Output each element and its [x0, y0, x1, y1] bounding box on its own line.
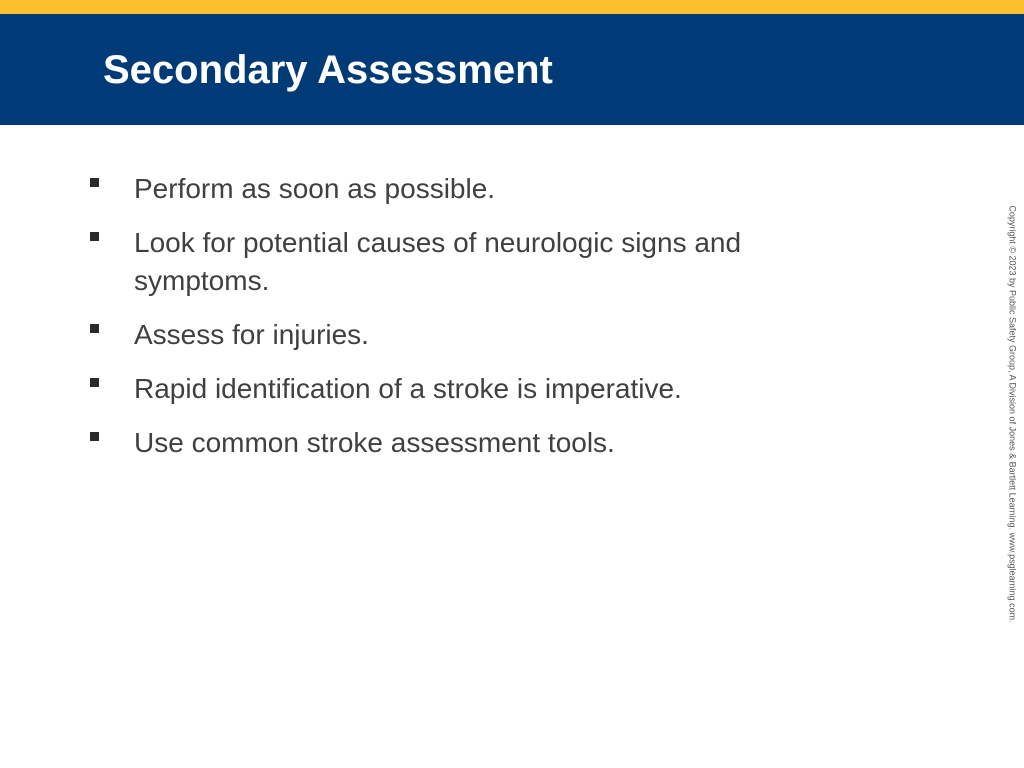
bullet-text: Perform as soon as possible. [134, 173, 496, 204]
copyright-notice: Copyright © 2023 by Public Safety Group, A Division of Jones & Bartlett Learning. www.psglearning.com. [1007, 205, 1018, 623]
bullet-item [88, 370, 848, 408]
bullet-text: Look for potential causes of neurologic signs and symptoms. [134, 227, 742, 296]
bullet-text: Use common stroke assessment tools. [134, 427, 615, 458]
bullet-item [88, 170, 848, 208]
square-bullet-icon [90, 378, 99, 387]
square-bullet-icon [90, 432, 99, 441]
square-bullet-icon [90, 324, 99, 333]
bullet-list [88, 170, 848, 478]
bullet-text: Rapid identification of a stroke is imperative. [134, 373, 682, 404]
top-accent-stripe [0, 0, 1024, 14]
slide-title: Secondary Assessment [103, 48, 553, 92]
bullet-item [88, 224, 848, 300]
bullet-item [88, 424, 848, 462]
bullet-text: Assess for injuries. [134, 319, 369, 350]
square-bullet-icon [90, 178, 99, 187]
bullet-item [88, 316, 848, 354]
square-bullet-icon [90, 232, 99, 241]
